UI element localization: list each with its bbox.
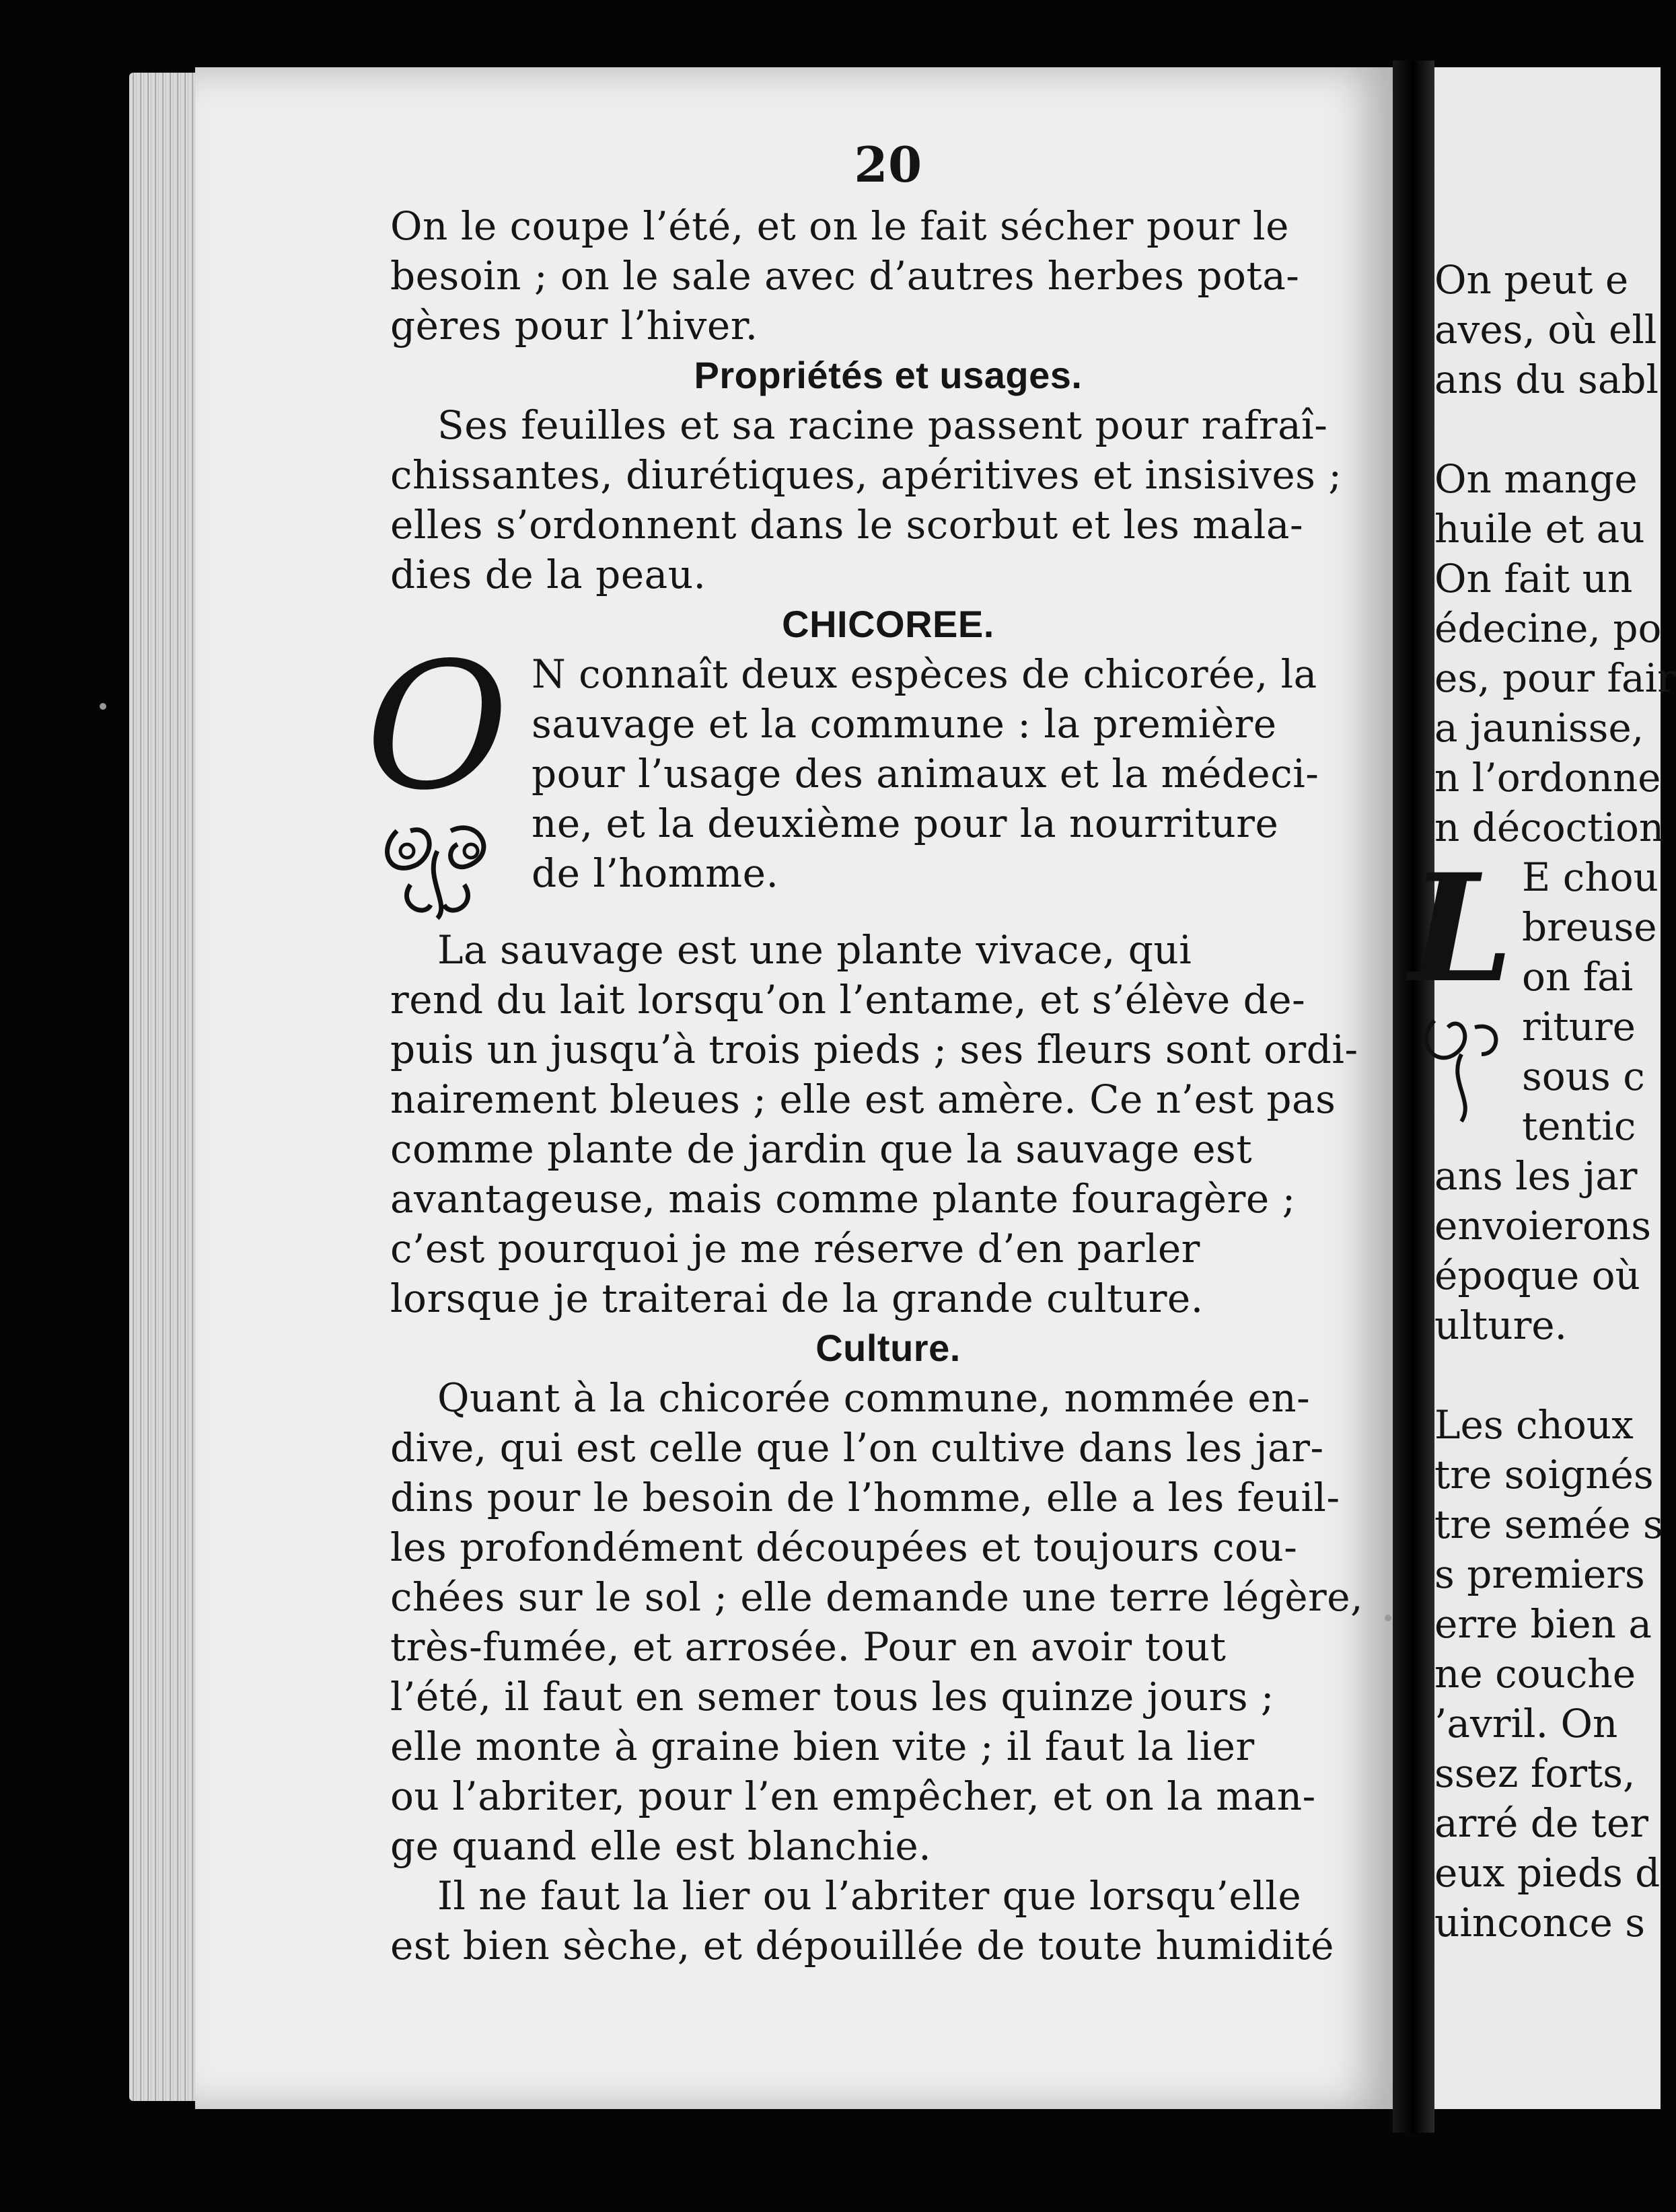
text-line: ssez forts, bbox=[1434, 1750, 1636, 1796]
text-line: chées sur le sol ; elle demande une terre légère, bbox=[390, 1574, 1364, 1620]
text-line: comme plante de jardin que la sauvage est bbox=[390, 1126, 1253, 1172]
text-line: On mange bbox=[1434, 456, 1638, 502]
text-line: ’avril. On bbox=[1434, 1701, 1618, 1746]
intro-paragraph bbox=[390, 201, 1386, 351]
text-line: Les choux bbox=[1434, 1402, 1634, 1448]
dropcap-letter: O bbox=[365, 626, 509, 829]
text-line: ne, et la deuxième pour la nourriture bbox=[532, 801, 1279, 846]
text-line: ge quand elle est blanchie. bbox=[390, 1823, 932, 1869]
text-line: envoierons bbox=[1434, 1203, 1652, 1249]
text-line: lorsque je traiterai de la grande culture. bbox=[390, 1276, 1204, 1321]
heading-chicoree: CHICOREE. bbox=[782, 603, 994, 645]
text-line: tre semée s bbox=[1434, 1502, 1663, 1547]
right-page-text bbox=[1409, 205, 1676, 1948]
text-line: uinconce s bbox=[1434, 1900, 1646, 1946]
ornamental-dropcap-l bbox=[1409, 841, 1514, 1135]
right-page bbox=[1409, 67, 1676, 2109]
text-line: les profondément découpées et toujours cou- bbox=[390, 1524, 1298, 1570]
text-line: c’est pourquoi je me réserve d’en parler bbox=[390, 1226, 1200, 1271]
scan-speck bbox=[1385, 1615, 1391, 1621]
text-line: dive, qui est celle que l’on cultive dans les jar- bbox=[390, 1425, 1324, 1471]
ornamental-dropcap-o bbox=[365, 626, 509, 925]
chicoree-lines bbox=[532, 649, 1386, 925]
text-line: breuse bbox=[1522, 904, 1657, 950]
text-line: On fait un bbox=[1434, 556, 1633, 601]
text-line: elles s’ordonnent dans le scorbut et les mala- bbox=[390, 502, 1304, 548]
text-line: avantageuse, mais comme plante fouragère ; bbox=[390, 1176, 1296, 1222]
properties-paragraph bbox=[390, 400, 1386, 599]
text-line: arré de ter bbox=[1434, 1800, 1649, 1846]
text-line: N connaît deux espèces de chicorée, la bbox=[532, 651, 1317, 697]
text-line: ulture. bbox=[1434, 1302, 1568, 1348]
text-line: très-fumée, et arrosée. Pour en avoir tout bbox=[390, 1624, 1227, 1670]
chicoree-paragraph bbox=[365, 626, 1386, 925]
text-line: pour l’usage des animaux et la médeci- bbox=[532, 751, 1319, 797]
right-paragraph-bottom bbox=[1434, 1400, 1661, 1948]
text-line: tentic bbox=[1522, 1103, 1636, 1149]
text-line: elle monte à graine bien vite ; il faut la lier bbox=[390, 1724, 1255, 1769]
text-line: tre soignés bbox=[1434, 1452, 1654, 1498]
heading-culture: Culture. bbox=[815, 1327, 961, 1369]
text-line: huile et au bbox=[1434, 506, 1645, 552]
text-line: édecine, po bbox=[1434, 605, 1662, 651]
text-line: rend du lait lorsqu’on l’entame, et s’élève de- bbox=[390, 977, 1306, 1023]
text-line: La sauvage est une plante vivace, qui bbox=[437, 927, 1192, 973]
text-line: E chou bbox=[1522, 854, 1659, 900]
text-line: On peut e bbox=[1434, 257, 1629, 303]
text-line: a jaunisse, bbox=[1434, 705, 1644, 751]
right-dropcap-paragraph bbox=[1409, 841, 1661, 1151]
sauvage-paragraph bbox=[390, 925, 1386, 1323]
text-line: l’été, il faut en semer tous les quinze jours ; bbox=[390, 1674, 1274, 1720]
text-line: puis un jusqu’à trois pieds ; ses fleurs sont ordi- bbox=[390, 1027, 1358, 1072]
text-line: riture bbox=[1522, 1004, 1636, 1049]
text-line: erre bien a bbox=[1434, 1601, 1652, 1647]
text-line: Ses feuilles et sa racine passent pour rafraî- bbox=[437, 402, 1328, 448]
text-line: aves, où ell bbox=[1434, 307, 1657, 353]
text-line: n décoction bbox=[1434, 805, 1665, 850]
text-line: besoin ; on le sale avec d’autres herbes pota- bbox=[390, 253, 1300, 299]
text-line: ou l’abriter, pour l’en empêcher, et on la man- bbox=[390, 1773, 1316, 1819]
text-line: nairement bleues ; elle est amère. Ce n’est pas bbox=[390, 1076, 1336, 1122]
right-paragraph-top bbox=[1434, 255, 1661, 404]
culture-paragraph bbox=[390, 1373, 1386, 1871]
right-paragraph-mid bbox=[1434, 454, 1676, 852]
scan-speck bbox=[100, 703, 106, 710]
right-dropcap-letter: L bbox=[1409, 841, 1514, 1015]
text-line: s premiers bbox=[1434, 1551, 1645, 1597]
text-line: gères pour l’hiver. bbox=[390, 303, 758, 348]
text-line: On le coupe l’été, et on le fait sécher pour le bbox=[390, 203, 1289, 249]
text-line: de l’homme. bbox=[532, 850, 779, 896]
text-line: époque où bbox=[1434, 1253, 1640, 1298]
text-line: Quant à la chicorée commune, nommée en- bbox=[437, 1375, 1311, 1421]
page-number: 20 bbox=[854, 136, 922, 193]
text-line: chissantes, diurétiques, apéritives et insisives ; bbox=[390, 452, 1342, 498]
right-paragraph-after bbox=[1434, 1151, 1661, 1350]
text-line: dins pour le besoin de l’homme, elle a les feuil- bbox=[390, 1475, 1340, 1520]
text-line: es, pour fair bbox=[1434, 655, 1676, 701]
text-line: sous c bbox=[1522, 1054, 1645, 1099]
text-line: ans les jar bbox=[1434, 1153, 1638, 1199]
text-line: dies de la peau. bbox=[390, 552, 706, 597]
heading-properties: Propriétés et usages. bbox=[694, 354, 1083, 396]
text-line: n l’ordonne bbox=[1434, 755, 1661, 801]
final-paragraph bbox=[390, 1871, 1386, 1970]
text-line: est bien sèche, et dépouillée de toute humidité bbox=[390, 1923, 1335, 1968]
text-line: ne couche bbox=[1434, 1651, 1636, 1697]
left-page-text bbox=[365, 136, 1386, 1970]
book-page-edges bbox=[129, 73, 203, 2101]
text-line: Il ne faut la lier ou l’abriter que lorsqu’elle bbox=[437, 1873, 1302, 1919]
text-line: sauvage et la commune : la première bbox=[532, 701, 1277, 747]
text-line: on fai bbox=[1522, 954, 1634, 1000]
text-line: ans du sabl bbox=[1434, 357, 1659, 402]
text-line: eux pieds d bbox=[1434, 1850, 1661, 1896]
